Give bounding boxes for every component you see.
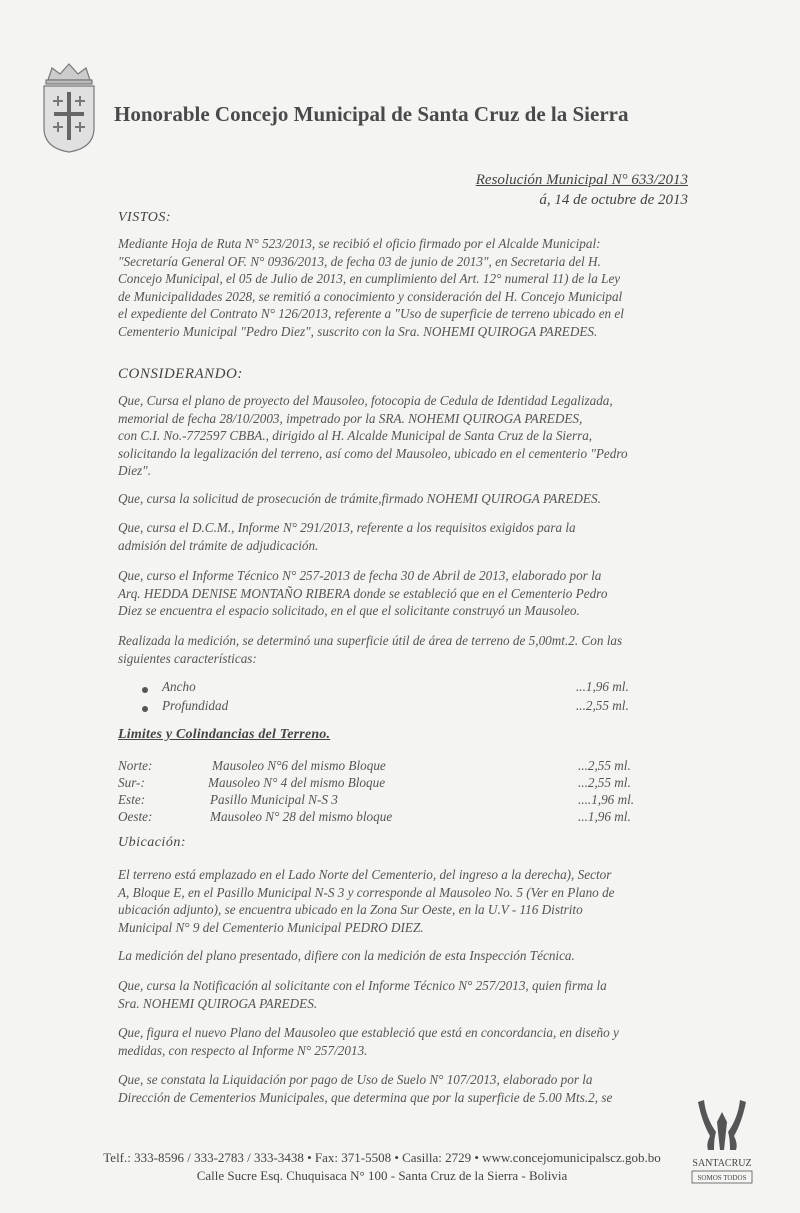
text-line: "Secretaría General OF. N° 0936/2013, de fecha 03 de junio de 2013", en Secretaria del H. <box>118 253 601 269</box>
limit-description: Mausoleo N° 28 del mismo bloque <box>210 809 393 824</box>
text-line: Arq. HEDDA DENISE MONTAÑO RIBERA donde se estableció que en el Cementerio Pedro <box>118 585 608 601</box>
limit-description: Mausoleo N° 4 del mismo Bloque <box>208 775 386 790</box>
text-line: Que, Cursa el plano de proyecto del Mausoleo, fotocopia de Cedula de Identidad Legalizada, <box>118 393 613 408</box>
limit-direction: Sur-: <box>118 775 145 790</box>
text-line: solicitando la legalización del terreno, así como del Mausoleo, ubicado en el cementerio "Pedro <box>118 445 628 461</box>
considerando-paragraph-2 <box>118 490 686 508</box>
text-line: ubicación adjunto), se encuentra ubicado en la Zona Sur Oeste, en la U.V - 116 Distrito <box>118 902 583 917</box>
text-line: Diez se encuentra el espacio solicitado, en el que el solicitante construyó un Mausoleo. <box>118 603 580 618</box>
text-line: Mediante Hoja de Ruta N° 523/2013, se recibió el oficio firmado por el Alcalde Municipal: <box>118 236 601 251</box>
text-line: Que, curso el Informe Técnico N° 257-2013 de fecha 30 de Abril de 2013, elaborado por la <box>118 568 602 583</box>
text-line: Que, figura el nuevo Plano del Mausoleo que estableció que está en concordancia, en diseño y <box>118 1025 619 1040</box>
resolution-block <box>476 170 688 210</box>
footer-address: Calle Sucre Esq. Chuquisaca N° 100 - Santa Cruz de la Sierra - Bolivia <box>196 1168 568 1183</box>
text-line: Que, cursa la solicitud de prosecución de trámite,firmado NOHEMI QUIROGA PAREDES. <box>118 491 601 506</box>
text-line: Concejo Municipal, el 05 de Julio de 2013, en cumplimiento del Art. 12° numeral 11) de la Ley <box>118 271 621 286</box>
text-line: El terreno está emplazado en el Lado Norte del Cementerio, del ingreso a la derecha), Sector <box>118 867 612 882</box>
measure-value: ...2,55 ml. <box>576 698 629 713</box>
text-line: Que, cursa el D.C.M., Informe N° 291/2013, referente a los requisitos exigidos para la <box>118 520 576 535</box>
text-line: con C.I. No.-772597 CBBA., dirigido al H. Alcalde Municipal de Santa Cruz de la Sierra, <box>118 428 593 443</box>
organization-title: Honorable Concejo Municipal de Santa Cruz de la Sierra <box>114 102 629 126</box>
resolution-number: Resolución Municipal N° 633/2013 <box>475 172 688 188</box>
text-line: memorial de fecha 28/10/2003, impetrado por la SRA. NOHEMI QUIROGA PAREDES, <box>118 410 583 426</box>
location-heading: Ubicación: <box>118 835 186 850</box>
text-line: A, Bloque E, en el Pasillo Municipal N-S 3 y corresponde al Mausoleo No. 5 (Ver en Plano de <box>118 884 615 900</box>
vistos-heading: VISTOS: <box>118 210 172 225</box>
text-line: Diez". <box>118 463 152 478</box>
limit-value: ...1,96 ml. <box>578 809 631 824</box>
santa-cruz-logo-icon <box>684 1092 760 1188</box>
text-line: Municipal N° 9 del Cementerio Municipal PEDRO DIEZ. <box>118 919 424 935</box>
coat-of-arms-icon <box>38 58 100 154</box>
limit-direction: Oeste: <box>118 809 153 824</box>
text-line: admisión del trámite de adjudicación. <box>118 537 319 553</box>
measure-label: Ancho <box>162 679 196 694</box>
limits-heading: Limites y Colindancias del Terreno. <box>118 727 331 742</box>
considerando-paragraph-5 <box>118 632 686 667</box>
location-paragraph-3 <box>118 977 686 1012</box>
text-line: medidas, con respecto al Informe N° 257/2013. <box>118 1042 368 1058</box>
measure-value: ...1,96 ml. <box>576 679 629 694</box>
logo-text-bottom: SOMOS TODOS <box>697 1174 747 1182</box>
limit-description: Mausoleo N°6 del mismo Bloque <box>212 758 386 773</box>
location-paragraph-4 <box>118 1024 686 1059</box>
considerando-paragraph-1 <box>118 392 686 480</box>
text-line: el expediente del Contrato N° 126/2013, referente a "Uso de superficie de terreno ubicado en el <box>118 306 624 321</box>
text-line: Dirección de Cementerios Municipales, que determina que por la superficie de 5.00 Mts.2, se <box>118 1089 613 1105</box>
text-line: de Municipalidades 2028, se remitió a conocimiento y consideración del H. Concejo Municipal <box>118 288 623 304</box>
bullet-icon <box>142 706 148 712</box>
footer-contact: Telf.: 333-8596 / 333-2783 / 333-3438 • Fax: 371-5508 • Casilla: 2729 • www.concejomunicipalscz.gob.bo <box>103 1150 661 1165</box>
vistos-paragraph <box>118 235 686 340</box>
bullet-icon <box>142 687 148 693</box>
text-line: Sra. NOHEMI QUIROGA PAREDES. <box>118 995 318 1011</box>
location-paragraph-2 <box>118 947 686 965</box>
limit-value: ....1,96 ml. <box>578 792 635 807</box>
text-line: siguientes características: <box>118 650 257 666</box>
location-paragraph-5 <box>118 1071 686 1106</box>
text-line: Que, se constata la Liquidación por pago de Uso de Suelo N° 107/2013, elaborado por la <box>118 1072 593 1087</box>
text-line: La medición del plano presentado, difiere con la medición de esta Inspección Técnica. <box>118 948 575 963</box>
limit-value: ...2,55 ml. <box>578 758 631 773</box>
considerando-heading: CONSIDERANDO: <box>118 366 243 382</box>
text-line: Que, cursa la Notificación al solicitante con el Informe Técnico N° 257/2013, quien firma la <box>118 978 607 993</box>
location-paragraph-1 <box>118 866 686 936</box>
text-line: Cementerio Municipal "Pedro Diez", suscrito con la Sra. NOHEMI QUIROGA PAREDES. <box>118 323 598 339</box>
logo-text-top: SANTACRUZ <box>692 1158 752 1169</box>
considerando-paragraph-4 <box>118 567 686 620</box>
measure-label: Profundidad <box>162 698 229 713</box>
limit-description: Pasillo Municipal N-S 3 <box>210 792 338 807</box>
limit-value: ...2,55 ml. <box>578 775 631 790</box>
limit-direction: Este: <box>118 792 146 807</box>
text-line: Realizada la medición, se determinó una superficie útil de área de terreno de 5,00mt.2. Con las <box>118 633 623 648</box>
considerando-paragraph-3 <box>118 519 686 554</box>
resolution-date: á, 14 de octubre de 2013 <box>539 192 688 208</box>
limit-direction: Norte: <box>118 758 153 773</box>
